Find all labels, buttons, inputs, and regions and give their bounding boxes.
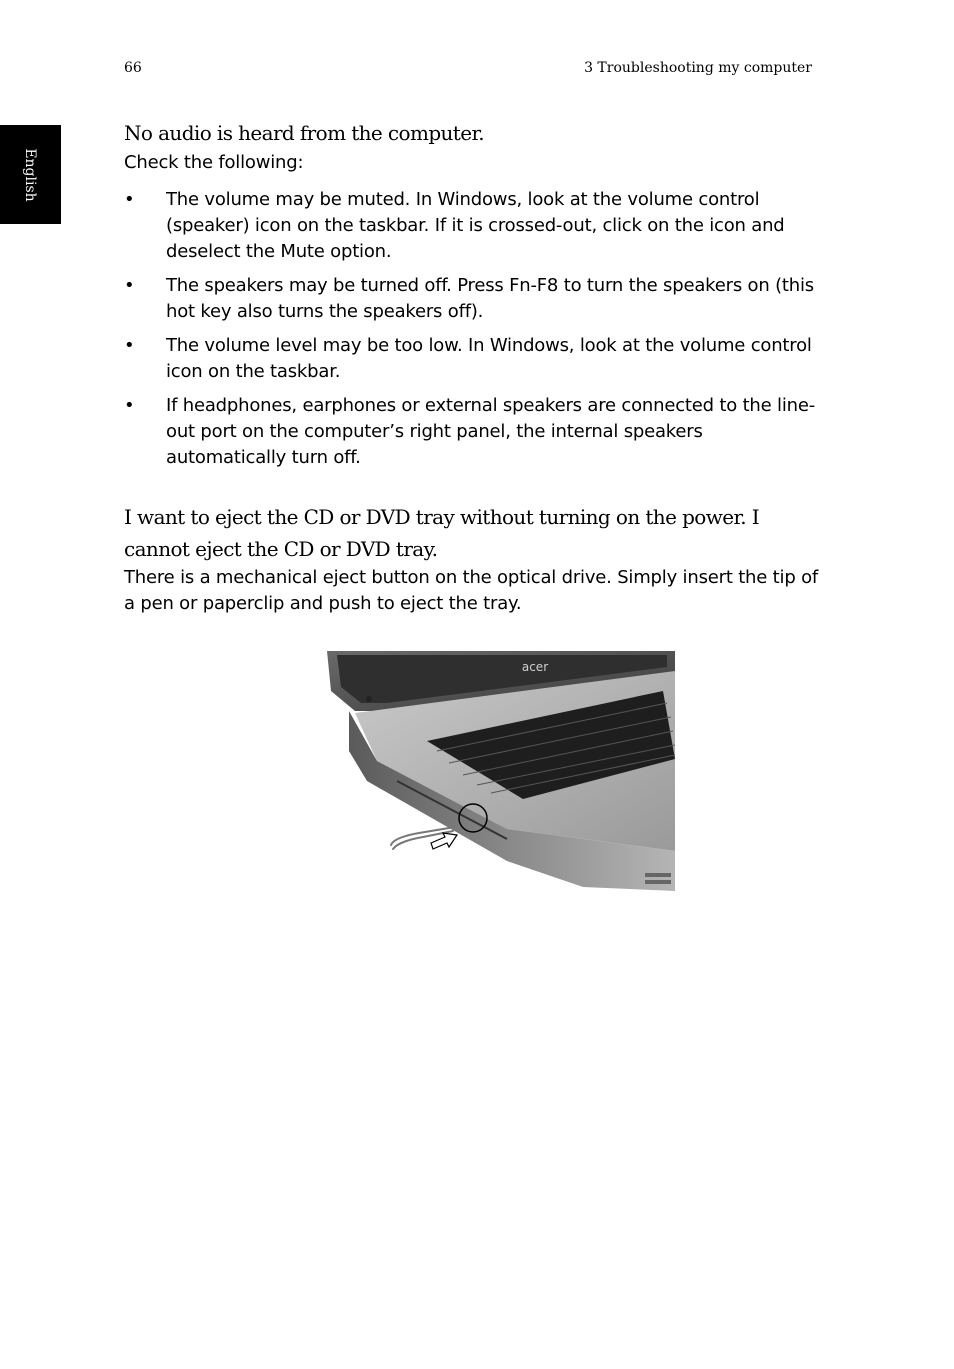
bullet-marker: • (124, 335, 135, 356)
power-led-icon (366, 696, 372, 702)
page-number: 66 (124, 60, 142, 76)
side-tab-label: English (22, 148, 38, 202)
bullet-marker: • (124, 395, 135, 416)
list-item-text: The volume may be muted. In Windows, look at the volume control (speaker) icon on the taskbar. If it is crossed-out, click on the icon and deselect the Mute option. (166, 189, 785, 262)
running-header: 3 Troubleshooting my computer (584, 60, 812, 76)
list-item (124, 333, 824, 385)
section-heading-no-audio: No audio is heard from the computer. (124, 121, 485, 145)
list-item (124, 273, 824, 325)
laptop-eject-illustration (327, 651, 675, 903)
list-item-text: The volume level may be too low. In Windows, look at the volume control icon on the taskbar. (166, 335, 812, 382)
language-side-tab (0, 125, 61, 224)
hotkey-label: Fn-F8 (509, 275, 559, 296)
section-intro: Check the following: (124, 152, 304, 173)
list-item-text: If headphones, earphones or external speakers are connected to the line-out port on the computer’s right panel, the internal speakers automatically turn off. (166, 395, 816, 468)
bullet-marker: • (124, 275, 135, 296)
section-body-eject: There is a mechanical eject button on the optical drive. Simply insert the tip of a pen or paperclip and push to eject the tray. (124, 567, 819, 614)
brand-logo: acer (521, 660, 549, 674)
audio-checklist (124, 187, 824, 479)
bullet-marker: • (124, 189, 135, 210)
list-item-text-post: to turn the speakers on (this hot key also turns the speakers off). (166, 275, 814, 322)
list-item (124, 393, 824, 471)
section-heading-eject-tray: I want to eject the CD or DVD tray without turning on the power. I cannot eject the CD or DVD tray. (124, 505, 760, 561)
laptop-illustration-svg (327, 651, 675, 903)
list-item (124, 187, 824, 265)
list-item-text-pre: The speakers may be turned off. Press (166, 275, 510, 296)
